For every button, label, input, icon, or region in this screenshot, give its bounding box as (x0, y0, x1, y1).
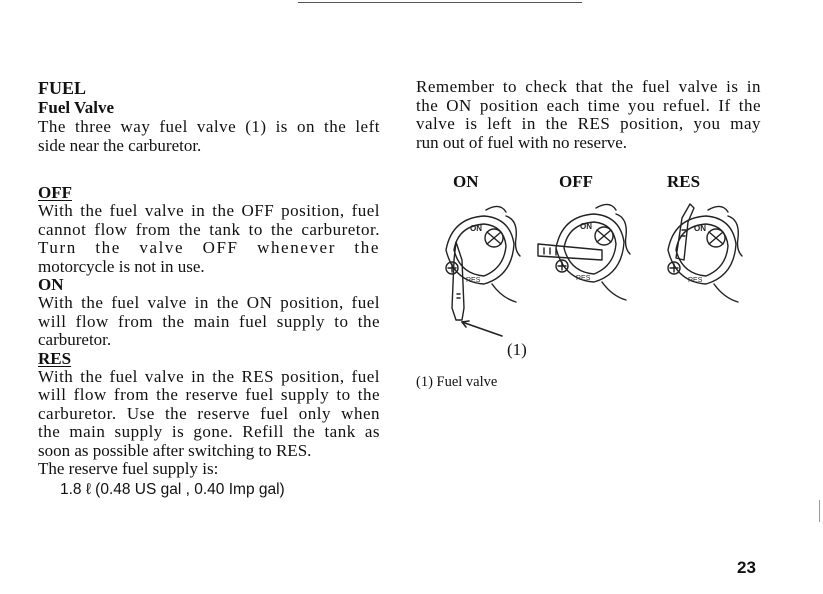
intro-line-1: The three way fuel valve (1) is on the left (38, 117, 380, 136)
reminder-line-1: Remember to check that the fuel valve is in (416, 77, 761, 96)
left-column (38, 78, 380, 501)
res-dial-mark-3: RES (688, 277, 703, 284)
off-line-1: With the fuel valve in the OFF position, fuel (38, 201, 380, 220)
off-line-4: motorcycle is not in use. (38, 256, 205, 276)
on-dial-mark-off-view: ON (580, 222, 592, 231)
res-line-5: soon as possible after switching to RES. (38, 440, 312, 460)
intro-line-2: side near the carburetor. (38, 135, 202, 155)
on-line-1: With the fuel valve in the ON position, fuel (38, 293, 380, 312)
position-label-off: OFF (559, 172, 593, 191)
on-line-2: will flow from the main fuel supply to the (38, 311, 380, 331)
valve-on-diagram (446, 206, 520, 336)
fuel-valve-subtitle: Fuel Valve (38, 98, 115, 117)
res-dial-mark-1: RES (466, 277, 481, 284)
section-title: FUEL (38, 78, 87, 98)
res-line-1: With the fuel valve in the RES position, fuel (38, 366, 380, 386)
valve-off-diagram (538, 204, 630, 300)
figure-caption: (1) Fuel valve (416, 374, 498, 390)
off-line-3: Turn the valve OFF whenever the (38, 238, 380, 257)
on-dial-mark-res-view: ON (694, 224, 706, 233)
res-line-6: The reserve fuel supply is: (38, 459, 219, 478)
res-line-2: will flow from the reserve fuel supply to the (38, 385, 380, 404)
header-rule (298, 2, 582, 3)
callout-number: (1) (507, 340, 527, 359)
off-line-2: cannot flow from the tank to the carburetor. (38, 219, 380, 239)
res-dial-mark-2: RES (576, 275, 591, 282)
reminder-line-2: the ON position each time you refuel. If the (416, 95, 761, 115)
right-column (416, 78, 761, 152)
fuel-valve-illustration (432, 198, 762, 348)
res-line-4: the main supply is gone. Refill the tank as (38, 422, 380, 441)
page-number: 23 (737, 558, 756, 577)
on-dial-mark: ON (470, 224, 482, 233)
res-heading: RES (38, 348, 72, 368)
on-heading: ON (38, 275, 64, 294)
off-heading: OFF (38, 183, 72, 202)
reserve-capacity: 1.8 ℓ (0.48 US gal , 0.40 Imp gal) (60, 480, 285, 498)
reminder-line-4: run out of fuel with no reserve. (416, 132, 628, 152)
valve-position-labels (416, 172, 761, 194)
valve-res-diagram (668, 204, 742, 302)
edge-mark (819, 500, 820, 522)
on-line-3: carburetor. (38, 330, 112, 349)
res-line-3: carburetor. Use the reserve fuel only when (38, 403, 380, 423)
reminder-line-3: valve is left in the RES position, you may (416, 114, 761, 133)
position-label-on: ON (453, 172, 479, 191)
position-label-res: RES (667, 172, 701, 191)
